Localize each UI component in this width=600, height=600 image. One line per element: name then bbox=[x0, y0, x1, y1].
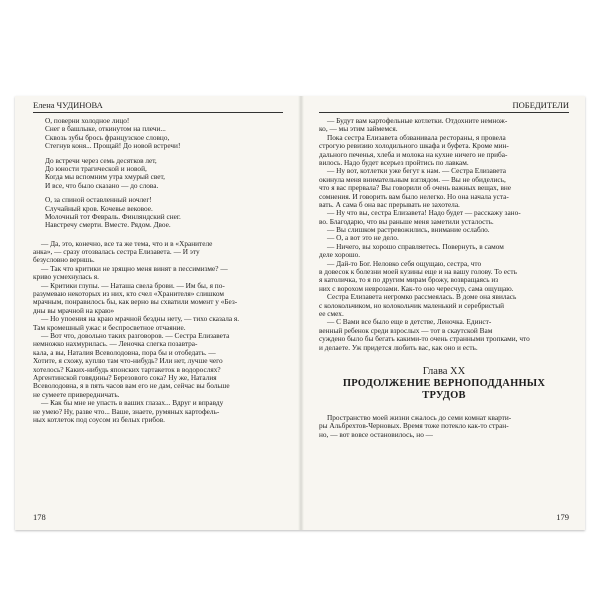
text-line: разумеваю некоторых из них, кто счел «Хранителя» слишком bbox=[33, 289, 224, 299]
header-author: Елена ЧУДИНОВА bbox=[33, 100, 103, 110]
text-line: ее смех. bbox=[319, 308, 344, 318]
text-line: кала, а вы, Наталия Всеволодовна, пора бы и отобедать. — bbox=[33, 347, 216, 357]
text-line: немножко нахмурилась. — Леночка слегка позавтра- bbox=[33, 339, 198, 349]
text-line: И все, что было сказано — до слова. bbox=[45, 180, 159, 190]
text-line: дны вы мрачной на краю» bbox=[33, 305, 115, 315]
text-line: в довесок к болезни моей кузины еще и на вашу голову. То есть bbox=[319, 267, 517, 277]
text-line: я католичка, то я по другим мирам брожу, возвращаясь из bbox=[319, 275, 499, 285]
text-line: вать. А сама б она вас прерывать не захотела. bbox=[319, 199, 460, 209]
header-rule-right bbox=[319, 112, 569, 113]
text-line: — Вот что, довольно таких разговоров. — Сестра Елизавета bbox=[41, 330, 230, 340]
text-line: — Так что критики не зрящно меня винят в пессимизме? — bbox=[41, 263, 228, 273]
text-line: суждено было бы бегать какими-то очень странными тропками, что bbox=[319, 334, 530, 344]
text-line: не сумеете привередничать. bbox=[33, 389, 120, 399]
text-line: во. Благодарю, что вы раньше меня заметили усталость. bbox=[319, 216, 494, 226]
text-line: До встречи через семь десятков лет, bbox=[45, 155, 157, 165]
right-page bbox=[319, 96, 569, 530]
header-book-title: ПОБЕДИТЕЛИ bbox=[512, 100, 569, 110]
text-line: дального печенья, хлеба и молока на кухне ничего не приба- bbox=[319, 149, 508, 159]
text-line: Навстречу смерти. Вместе. Рядом. Двое. bbox=[45, 220, 171, 230]
running-header-right bbox=[319, 100, 569, 112]
text-line: Пока сестра Елизавета обзванивала рестораны, я провела bbox=[327, 132, 506, 142]
left-page-text bbox=[33, 117, 283, 424]
text-line: вилось. Надо будет всерьез пройтись по лавкам. bbox=[319, 157, 469, 167]
text-line: До юности трагической и новой, bbox=[45, 163, 147, 173]
book-gutter bbox=[298, 96, 304, 530]
text-line: Молочный тот Февраль. Финляндский снег. bbox=[45, 211, 181, 221]
text-line: ко, — мы этим займемся. bbox=[319, 124, 398, 134]
text-line: что я вас прервала? Вы говорили об очень важных вещах, вне bbox=[319, 183, 512, 193]
chapter-heading bbox=[319, 366, 569, 402]
header-rule-left bbox=[33, 112, 283, 113]
page-number-right: 179 bbox=[556, 512, 569, 522]
right-page-text bbox=[319, 117, 569, 439]
text-line: Сквозь зубы брось французское словцо, bbox=[45, 132, 170, 142]
text-line: Когда мы вспомним утра хмурый свет, bbox=[45, 172, 166, 182]
text-before-chapter bbox=[319, 117, 569, 352]
text-line: — Будут вам картофельные котлетки. Отдохните немнож- bbox=[327, 116, 508, 125]
book-spread bbox=[15, 96, 585, 530]
text-line: Хотите, я схожу, куплю там что-нибудь? Или нет, лучше чего bbox=[33, 356, 223, 366]
text-line: Пространство моей жизни сжалось до семи комнат кварти- bbox=[327, 412, 512, 422]
text-line: окинула меня внимательным взглядом. — Вы не обиделись, bbox=[319, 174, 506, 184]
text-line: хотелось? Каких-нибудь японских тартакеток в водорослях? bbox=[33, 364, 221, 374]
text-line: — Критики глупы. — Наташа свела брови. — Им бы, я по- bbox=[41, 280, 225, 290]
text-line: Случайный кров. Кочевье вековое. bbox=[45, 203, 153, 213]
text-line: — Вы слишком растревожились, внимание ослабло. bbox=[327, 225, 490, 235]
running-header-left bbox=[33, 100, 283, 112]
text-line: строгую ревизию холодильного шкафа и буфета. Кроме мин- bbox=[319, 141, 509, 151]
text-line: и делаете. Уж придется любить вас, как оно и есть. bbox=[319, 342, 478, 352]
text-line: Там кромешный ужас и беспросветное отчаяние. bbox=[33, 322, 186, 332]
text-line: безусловно верншь. bbox=[33, 255, 95, 265]
text-line: них с ворохом неврозами. Как-то оно чересчур, сама ощущаю. bbox=[319, 283, 514, 293]
text-line: Снег в башлыке, откинутом на плечи... bbox=[45, 124, 166, 134]
text-line: — Да, это, конечно, все та же тема, что и в «Хранителе bbox=[41, 238, 213, 248]
chapter-number: Глава XX bbox=[422, 365, 466, 377]
text-line: деле хорошо. bbox=[319, 250, 361, 260]
text-line: но, — вот вовсе остановилось, но — bbox=[319, 429, 433, 439]
text-line: О, поверни холодное лицо! bbox=[45, 116, 130, 125]
text-line: Сестра Елизавета негромко рассмеялась. В доме она явилась bbox=[327, 292, 517, 302]
text-line: мрачным, понравилось бы, как верно вы схватили момент у «Без- bbox=[33, 297, 238, 307]
text-line: — О, а вот это не дело. bbox=[327, 233, 399, 243]
text-line: — Ничего, вы хорошо справляетесь. Повернуть, в самом bbox=[327, 241, 504, 251]
text-line: анка», — сразу отозвалась сестра Елизавета. — И эту bbox=[33, 247, 200, 257]
text-line: Аргентинской говядины? Березового сока? Ну же, Наталия bbox=[33, 372, 217, 382]
text-line: криво усмехнулась я. bbox=[33, 272, 99, 282]
text-line: — С Вами все было еще в детстве, Леночка. Единст- bbox=[327, 317, 492, 327]
text-line: — Но упоения на краю мрачной бездны нету, — тихо сказала я. bbox=[41, 314, 240, 324]
text-line: ных котлеток под соусом из белых грибов. bbox=[33, 414, 165, 424]
text-after-chapter bbox=[319, 414, 569, 439]
text-line: Стегнув коня... Прощай! До новой встречи! bbox=[45, 141, 181, 151]
text-line: ры Альбрехтов-Черновых. Время тоже потекло как-то стран- bbox=[319, 421, 509, 431]
text-line: — Ну вот, котлетки уже бегут к нам. — Сестра Елизавета bbox=[327, 166, 507, 176]
text-line: Всеволодовна, я в пять часов вам его не дам, сейчас вы больше bbox=[33, 381, 230, 391]
text-line: О, за спиной оставленный ночлег! bbox=[45, 195, 152, 205]
text-line: венный ребенок среди взрослых — тот в скаутской Вам bbox=[319, 325, 493, 335]
text-line: — Как бы мне не упасть в ваших глазах... Вдруг и вправду bbox=[41, 398, 224, 408]
text-line: с колокольчиком, но колокольчик маленький и серебристый bbox=[319, 300, 505, 310]
text-line: — Ну что вы, сестра Елизавета! Надо будет — расскажу зано- bbox=[327, 208, 521, 218]
page-number-left: 178 bbox=[33, 512, 46, 522]
left-page bbox=[33, 96, 283, 530]
text-line: сомнения. И говорить вам было нелегко. Но она начала уста- bbox=[319, 191, 509, 201]
text-line: — Дай-то Бог. Неловко себя ощущаю, сестра, что bbox=[327, 258, 482, 268]
text-line: не умею? Ну, разве что... Ваше, знаете, румяных картофель- bbox=[33, 406, 220, 416]
chapter-title-line-2: ТРУДОВ bbox=[422, 389, 466, 401]
chapter-title-line-1: ПРОДОЛЖЕНИЕ ВЕРНОПОДДАННЫХ bbox=[342, 377, 546, 389]
